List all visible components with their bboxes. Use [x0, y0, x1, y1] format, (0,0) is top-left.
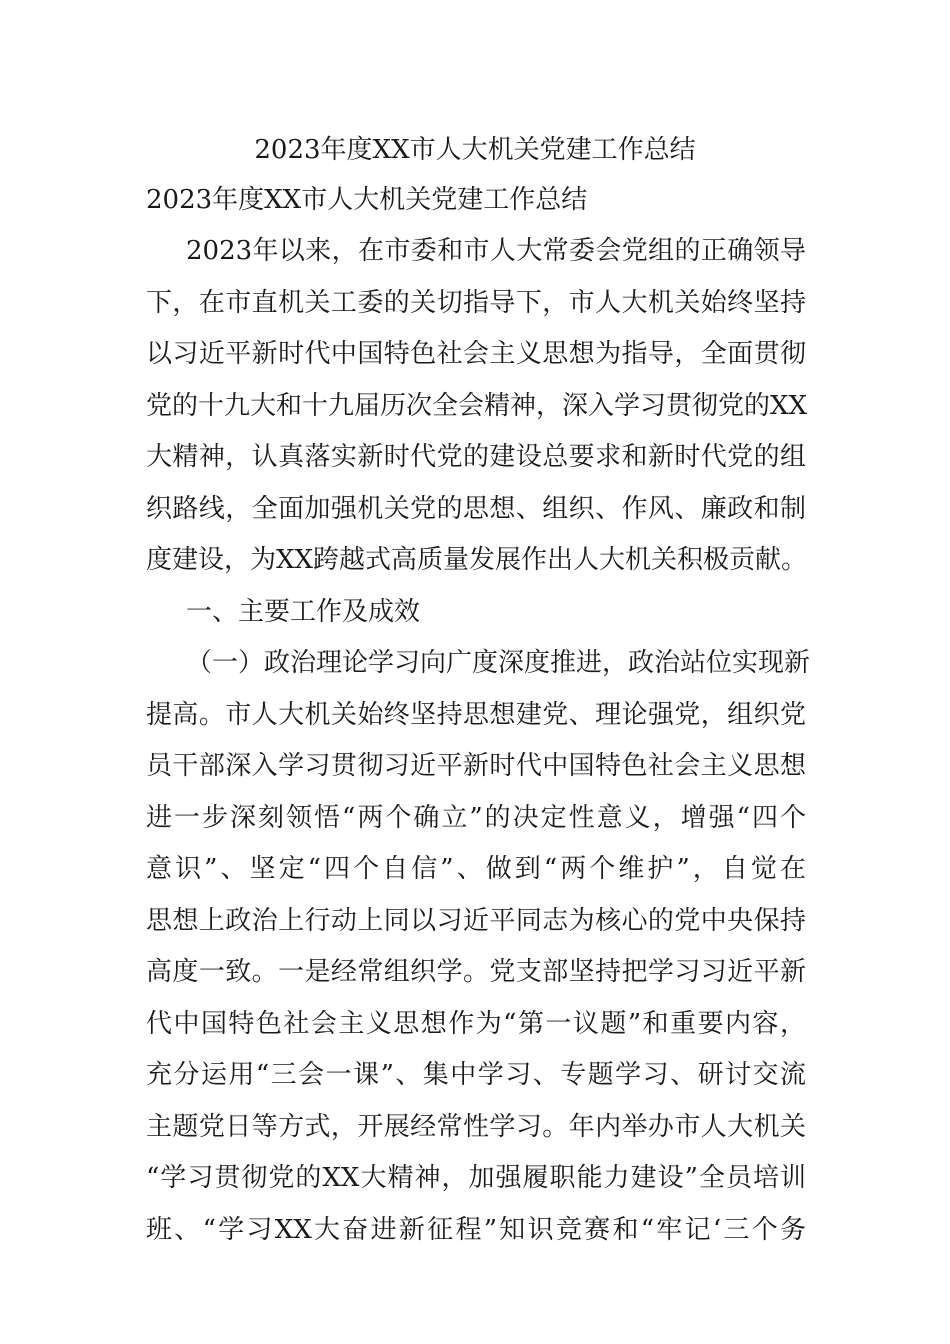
paragraph-line: 高度一致。一是经常组织学。党支部坚持把学习习近平新: [146, 957, 806, 987]
paragraph-line: 度建设，为XX跨越式高质量发展作出人大机关积极贡献。: [146, 545, 808, 575]
paragraph-line: 主题党日等方式，开展经常性学习。年内举办市人大机关: [146, 1112, 806, 1142]
paragraph-line: 下，在市直机关工委的关切指导下，市人大机关始终坚持: [146, 288, 806, 318]
paragraph-line: （一）政治理论学习向广度深度推进，政治站位实现新: [186, 648, 811, 678]
section-heading: 一、主要工作及成效: [186, 597, 421, 627]
document-title: 2023年度XX市人大机关党建工作总结: [254, 135, 696, 165]
paragraph-line: 充分运用“三会一课”、集中学习、专题学习、研讨交流: [146, 1060, 806, 1090]
paragraph-line: 2023年以来，在市委和市人大常委会党组的正确领导: [186, 236, 806, 266]
paragraph-line: “学习贯彻党的XX大精神，加强履职能力建设”全员培训: [146, 1163, 806, 1193]
paragraph-line: 大精神，认真落实新时代党的建设总要求和新时代党的组: [146, 442, 806, 472]
paragraph-line: 织路线，全面加强机关党的思想、组织、作风、廉政和制: [146, 494, 806, 524]
paragraph-line: 党的十九大和十九届历次全会精神，深入学习贯彻党的XX: [146, 391, 808, 421]
paragraph-line: 思想上政治上行动上同以习近平同志为核心的党中央保持: [146, 906, 806, 936]
paragraph-line: 进一步深刻领悟“两个确立”的决定性意义，增强“四个: [146, 803, 806, 833]
paragraph-line: 员干部深入学习贯彻习近平新时代中国特色社会主义思想: [146, 751, 806, 781]
paragraph-line: 以习近平新时代中国特色社会主义思想为指导，全面贯彻: [146, 339, 806, 369]
paragraph-line: 代中国特色社会主义思想作为“第一议题”和重要内容，: [146, 1009, 806, 1039]
paragraph-line: 班、“学习XX大奋进新征程”知识竞赛和“牢记‘三个务: [146, 1215, 806, 1245]
document-subtitle: 2023年度XX市人大机关党建工作总结: [146, 185, 588, 215]
paragraph-line: 意识”、坚定“四个自信”、做到“两个维护”，自觉在: [146, 854, 806, 884]
paragraph-line: 提高。市人大机关始终坚持思想建党、理论强党，组织党: [146, 700, 806, 730]
